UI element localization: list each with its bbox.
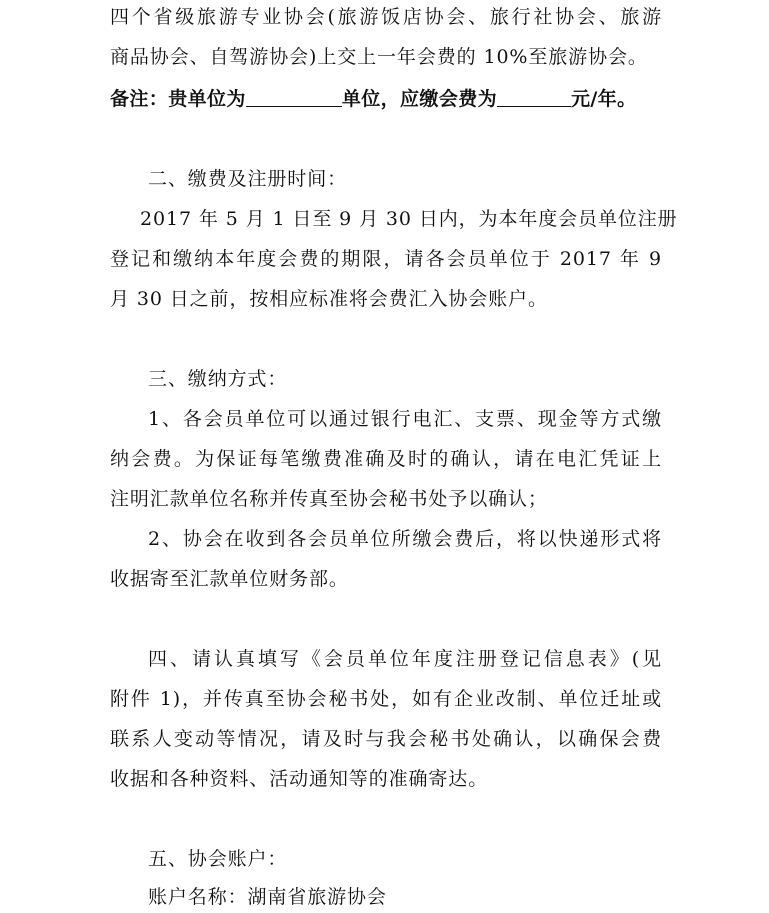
section3-item2-line2: 收据寄至汇款单位财务部。	[110, 568, 349, 590]
note-line	[110, 86, 662, 112]
section3-heading: 三、缴纳方式：	[148, 368, 288, 390]
unit-type-blank[interactable]	[246, 86, 342, 107]
note-middle: 单位，应缴会费为	[341, 88, 498, 110]
section5-heading: 五、协会账户：	[148, 848, 288, 870]
section2-heading: 二、缴费及注册时间：	[148, 168, 348, 190]
section3-item2-line1: 2、协会在收到各会员单位所缴会费后，将以快递形式将	[148, 528, 662, 550]
fee-amount-blank[interactable]	[497, 86, 571, 107]
section4-line4: 收据和各种资料、活动通知等的准确寄达。	[110, 768, 489, 790]
section2-line1: 2017 年 5 月 1 日至 9 月 30 日内，为本年度会员单位注册	[140, 208, 678, 230]
section3-item1-line1: 1、各会员单位可以通过银行电汇、支票、现金等方式缴	[148, 408, 662, 430]
section4-line3: 联系人变动等情况，请及时与我会秘书处确认，以确保会费	[110, 728, 662, 750]
section2-line2: 登记和缴纳本年度会费的期限，请各会员单位于 2017 年 9	[110, 248, 662, 270]
section4-line1: 四、请认真填写《会员单位年度注册登记信息表》(见	[148, 648, 662, 670]
para1-line1: 四个省级旅游专业协会(旅游饭店协会、旅行社协会、旅游	[110, 6, 662, 28]
section4-line2: 附件 1)，并传真至协会秘书处，如有企业改制、单位迁址或	[110, 688, 662, 710]
para1-line2: 商品协会、自驾游协会)上交上一年会费的 10%至旅游协会。	[110, 46, 648, 68]
section3-item1-line3: 注明汇款单位名称并传真至协会秘书处予以确认；	[110, 488, 548, 510]
account-name-line: 账户名称：湖南省旅游协会	[148, 886, 387, 908]
section3-item1-line2: 纳会费。为保证每笔缴费准确及时的确认，请在电汇凭证上	[110, 448, 662, 470]
note-prefix: 备注：贵单位为	[110, 88, 246, 110]
note-suffix: 元/年。	[571, 88, 637, 110]
section2-line3: 月 30 日之前，按相应标准将会费汇入协会账户。	[110, 288, 548, 310]
